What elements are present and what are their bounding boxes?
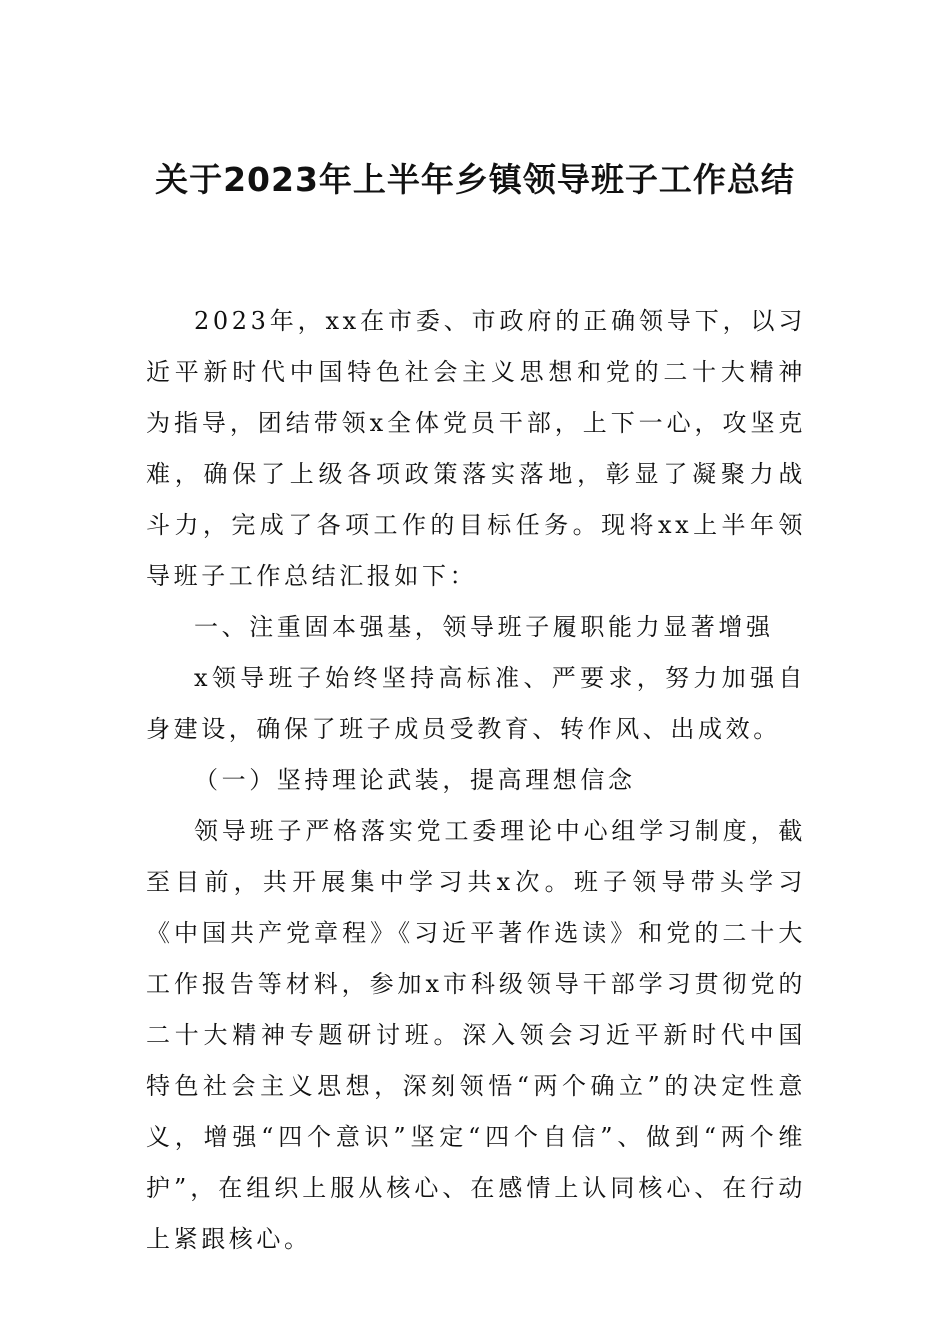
- section-heading-1: 一、注重固本强基，领导班子履职能力显著增强: [194, 613, 774, 641]
- intro-paragraph: 2023年，xx在市委、市政府的正确领导下，以习近平新时代中国特色社会主义思想和党的二十大精神为指导，团结带领x全体党员干部，上下一心，攻坚克难，确保了上级各项政策落实落地，彰显了凝聚力战斗力，完成了各项工作的目标任务。现将xx上半年领导班子工作总结汇报如下：: [146, 307, 806, 590]
- subsection-1-paragraph: 领导班子严格落实党工委理论中心组学习制度，截至目前，共开展集中学习共x次。班子领导带头学习《中国共产党章程》《习近平著作选读》和党的二十大工作报告等材料，参加x市科级领导干部学习贯彻党的二十大精神专题研讨班。深入领会习近平新时代中国特色社会主义思想，深刻领悟“两个确立”的决定性意义，增强“四个意识”坚定“四个自信”、做到“两个维护”，在组织上服从核心、在感情上认同核心、在行动上紧跟核心。: [146, 817, 806, 1253]
- document-body: [146, 296, 806, 1265]
- document-title: 关于2023年上半年乡镇领导班子工作总结: [155, 160, 795, 199]
- section-1-paragraph: x领导班子始终坚持高标准、严要求，努力加强自身建设，确保了班子成员受教育、转作风、出成效。: [146, 664, 806, 743]
- subsection-heading-1: （一）坚持理论武装，提高理想信念: [194, 766, 636, 794]
